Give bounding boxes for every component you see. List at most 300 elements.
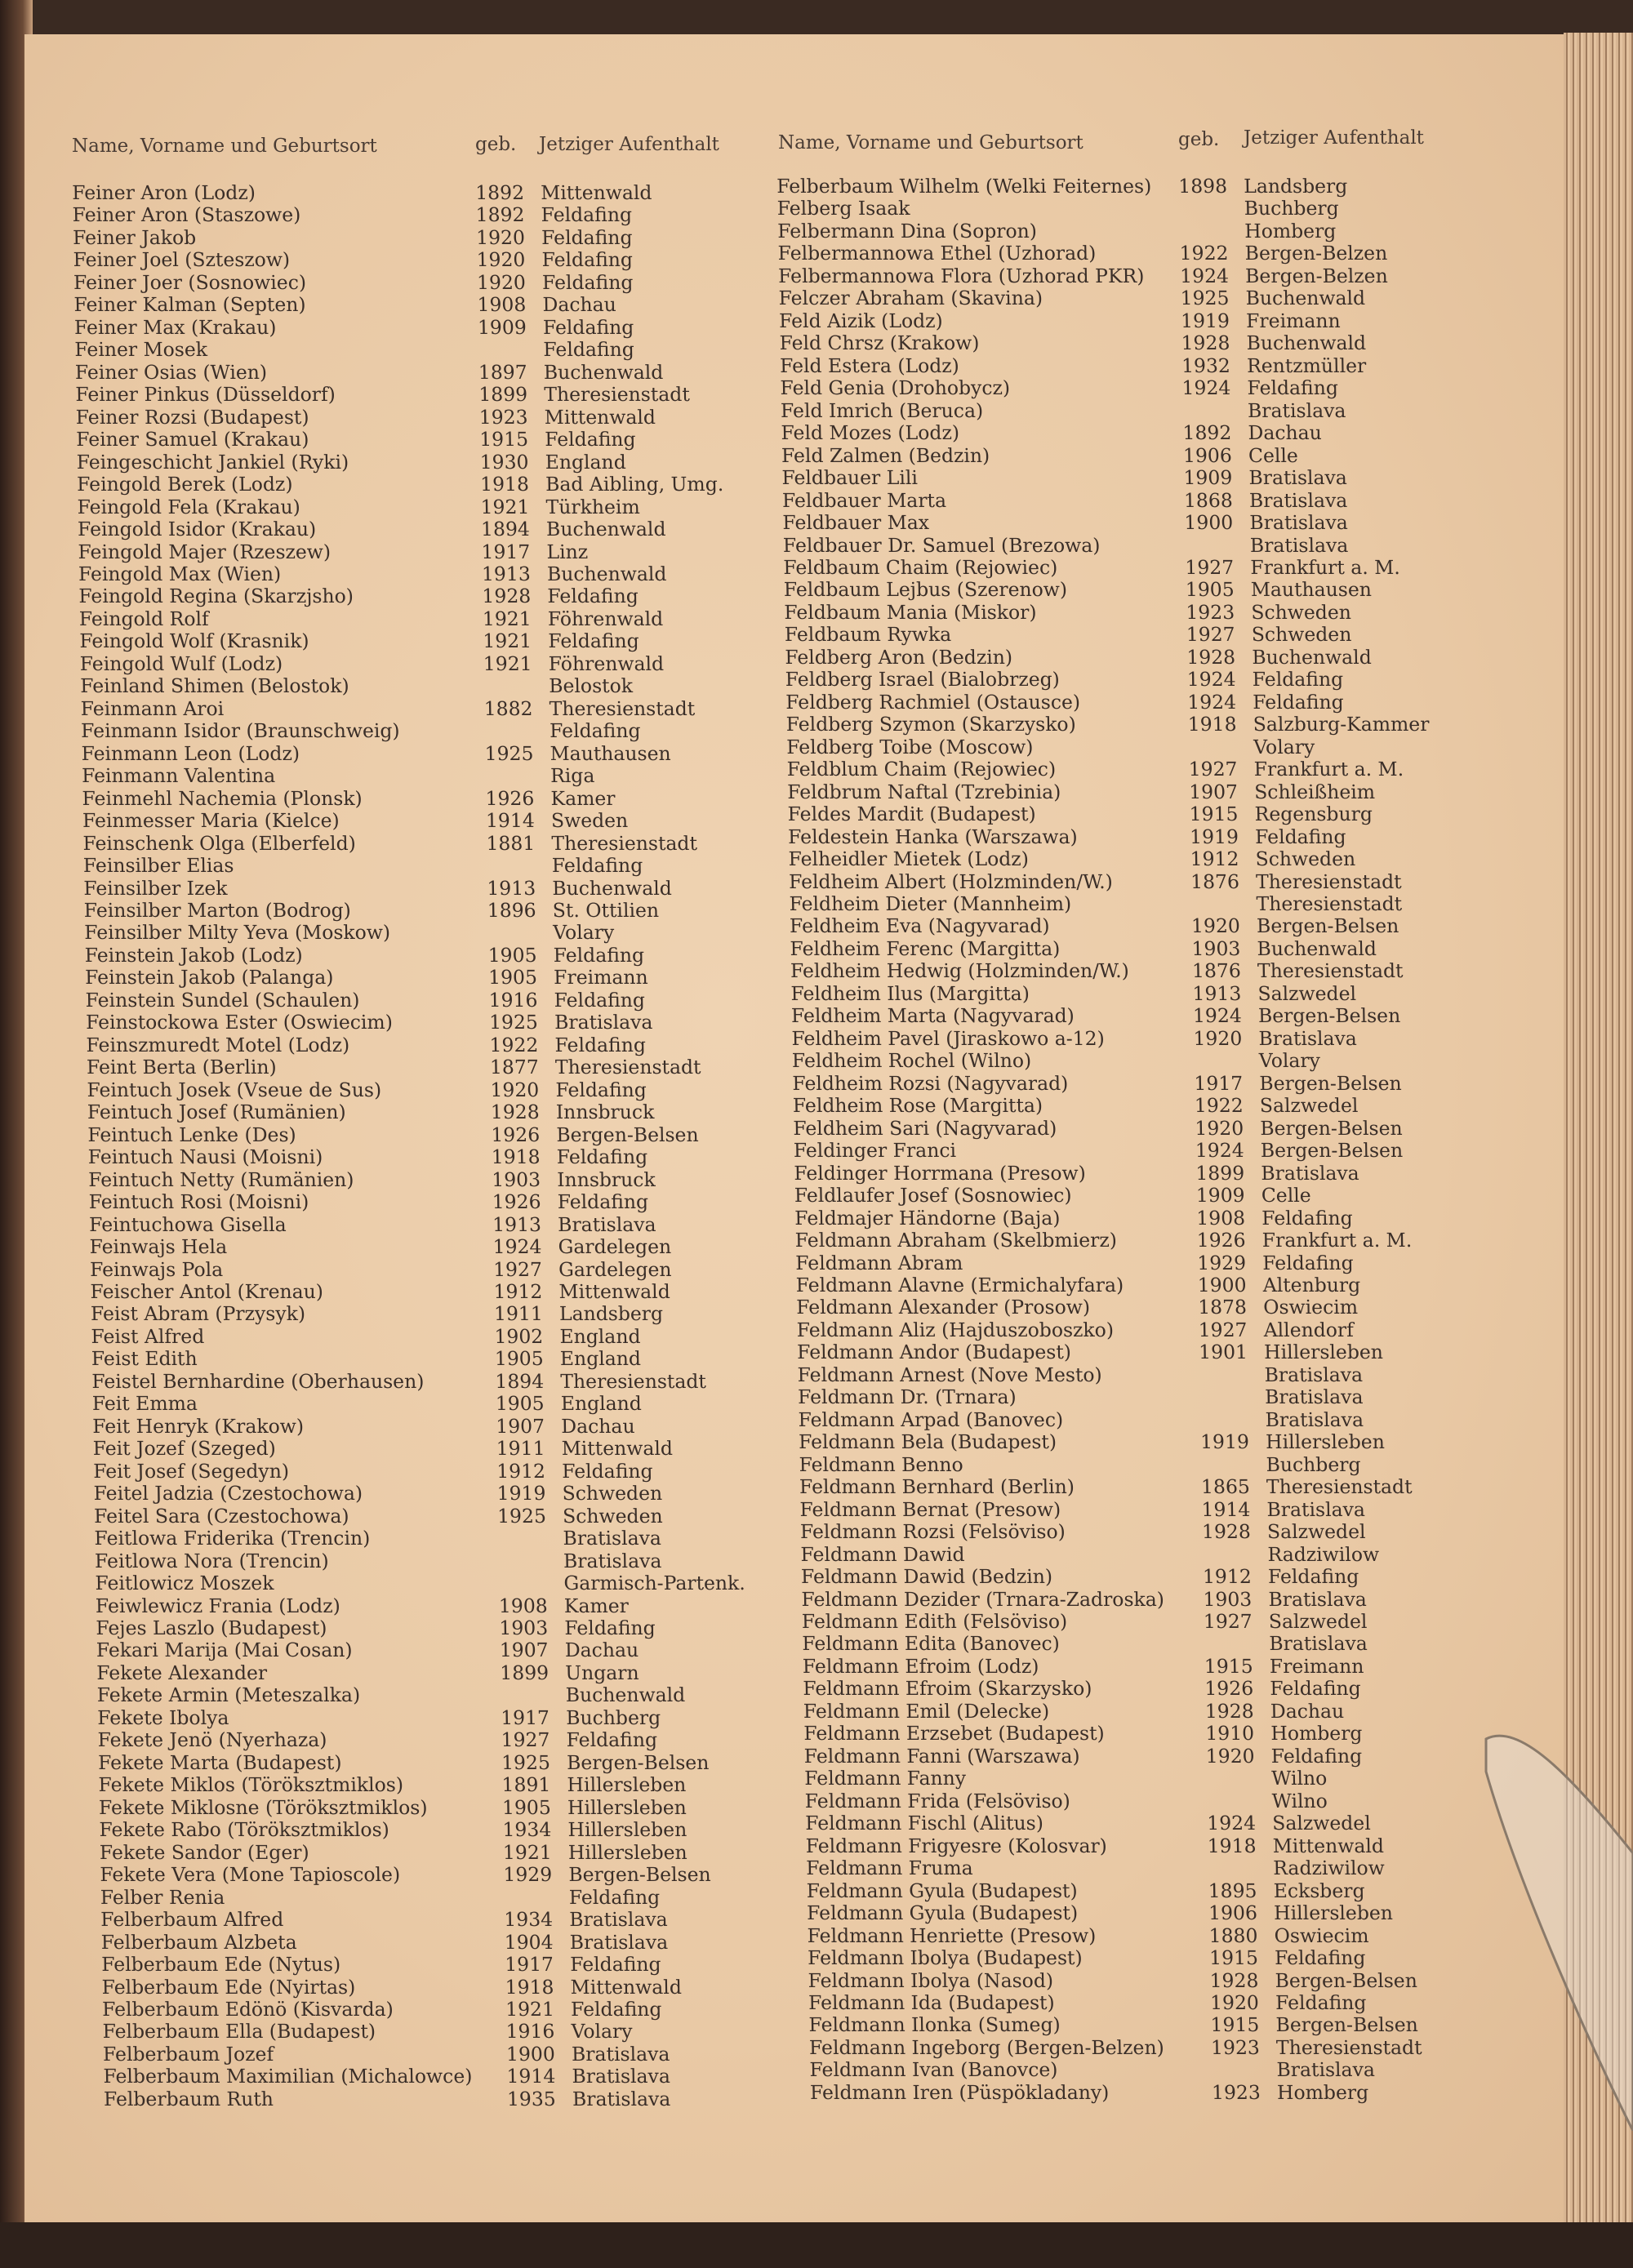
table-row [85,967,823,989]
entry-year: 1897 [478,360,527,384]
left-header-residence: Jetziger Aufenthalt [539,134,719,155]
entry-name: Feldheim Rose (Margitta) [792,1094,1043,1118]
table-row [776,198,1537,220]
table-row [86,1034,824,1056]
entry-place: Theresienstadt [1266,1475,1413,1499]
entry-name: Felbermannowa Flora (Uzhorad PKR) [777,264,1145,287]
entry-place: Buchenwald [545,518,666,541]
table-row [72,182,810,204]
entry-year: 1907 [496,1414,545,1438]
entry-year: 1902 [494,1324,544,1348]
entry-name: Feiner Osias (Wien) [74,360,268,384]
table-row [94,1505,832,1528]
entry-name: Feingold Isidor (Krakau) [77,518,317,541]
entry-place: Innsbruck [555,1101,655,1124]
entry-name: Feinland Shimen (Belostok) [80,674,349,698]
entry-name: Feldmann Andor (Budapest) [796,1341,1072,1364]
entry-name: Feldmann Erzsebet (Budapest) [803,1722,1105,1745]
entry-place: Feldafing [1252,668,1344,692]
table-row [804,1745,1565,1768]
entry-year [1206,1768,1271,1790]
entry-year: 1923 [1210,2035,1261,2059]
table-row [800,1521,1561,1543]
entry-year: 1927 [1198,1318,1248,1341]
entry-year: 1927 [1186,623,1235,647]
entry-name: Feischer Antol (Krenau) [90,1279,324,1303]
entry-name: Feingold Wulf (Lodz) [79,651,283,675]
entry-year [1194,1050,1259,1072]
entry-name: Feldmann Bernat (Presow) [799,1497,1061,1521]
entry-year: 1920 [1193,1026,1243,1050]
table-row [790,938,1551,960]
entry-name: Feldberg Rachmiel (Ostausce) [785,690,1081,714]
entry-name: Feiner Joel (Szteszow) [73,248,291,272]
entry-year: 1913 [481,562,532,585]
entry-place: Feldafing [555,1078,647,1101]
entry-year [1204,1633,1269,1655]
entry-place: Feldafing [548,629,639,653]
entry-place: Gardelegen [558,1257,672,1281]
entry-name: Feldbauer Marta [781,488,947,512]
entry-name: Feinmehl Nachemia (Plonsk) [82,786,363,810]
entry-place: Bratislava [1265,1407,1364,1431]
table-row [88,1169,826,1191]
entry-place: Dachau [564,1639,639,1662]
entry-year: 1908 [477,293,527,317]
entry-year [1185,535,1250,557]
entry-place: England [559,1324,641,1348]
entry-name: Fekete Rabo (Töröksztmiklos) [99,1818,390,1842]
table-row [779,332,1540,354]
entry-place: Bergen-Belsen [1260,1139,1404,1163]
entry-year: 1918 [1187,713,1237,736]
entry-place: Föhrenwald [547,607,664,630]
entry-name: Feitlowa Friderika (Trencin) [94,1527,371,1550]
entry-year [504,1887,569,1909]
table-row [787,803,1548,825]
entry-name: Feld Imrich (Beruca) [780,398,984,422]
table-row [81,743,819,765]
table-row [779,310,1540,332]
entry-name: Feldmann Dawid (Bedzin) [800,1565,1053,1589]
entry-place: Rentzmüller [1246,354,1367,377]
entry-name: Feldmann Edita (Banovec) [802,1632,1061,1656]
entry-name: Feldmann Ida (Budapest) [808,1990,1055,2014]
table-row [94,1528,832,1550]
table-row [95,1572,833,1594]
entry-year: 1899 [478,383,528,407]
entry-place: Theresienstadt [549,696,696,720]
entry-name: Feldmann Rozsi (Felsöviso) [799,1520,1066,1544]
table-row [808,2014,1569,2036]
entry-year: 1906 [1182,443,1233,467]
entry-name: Feldlaufer Josef (Sosnowiec) [794,1184,1072,1207]
entry-year: 1878 [1197,1296,1248,1319]
entry-year [1179,220,1244,242]
table-row [803,1656,1564,1678]
table-row [75,362,813,384]
table-row [96,1639,834,1661]
table-row [91,1371,830,1393]
table-row [790,960,1551,982]
table-row [74,317,812,339]
entry-name: Feldmann Abram [794,1251,963,1274]
table-row [785,624,1546,646]
entry-year [485,765,550,787]
entry-name: Feldmann Dezider (Trnara-Zadroska) [801,1587,1165,1611]
table-row [778,287,1539,309]
entry-year: 1920 [1205,1744,1255,1768]
entry-name: Felbermann Dina (Sopron) [776,219,1038,242]
entry-place: Homberg [1270,1722,1363,1745]
entry-name: Feld Chrsz (Krakow) [779,331,980,355]
entry-name: Feit Jozef (Szeged) [92,1437,277,1461]
entry-year: 1929 [1196,1251,1247,1274]
table-row [781,467,1542,489]
entry-year [487,855,552,877]
entry-place: Bratislava [572,2087,671,2110]
entry-place: Hillersleben [567,1818,687,1842]
table-row [73,294,812,316]
entry-name: Feinmann Isidor (Braunschweig) [80,719,400,743]
entry-place: Freimann [1269,1654,1364,1678]
entry-year: 1922 [1194,1094,1244,1118]
entry-place: Oswiecim [1274,1923,1369,1947]
entry-name: Feldmann Fruma [805,1857,973,1880]
table-row [82,765,820,787]
entry-year: 1892 [1182,421,1232,445]
entry-place: Hillersleben [1263,1341,1384,1364]
table-row [78,518,816,540]
entry-name: Feldheim Ferenc (Margitta) [790,936,1061,960]
entry-year: 1894 [495,1369,545,1393]
entry-place: Theresienstadt [1275,2035,1422,2059]
table-row [77,496,815,518]
table-row [803,1723,1564,1745]
entry-year: 1925 [496,1504,547,1528]
entry-name: Feldbrum Naftal (Tzrebinia) [786,780,1061,803]
table-row [75,384,813,406]
entry-year [497,1528,563,1550]
entry-place: Bratislava [1264,1363,1364,1386]
entry-name: Feingold Fela (Krakau) [77,495,301,518]
entry-name: Feldheim Pavel (Jiraskowo a-12) [791,1026,1105,1050]
entry-name: Feldmann Efroim (Skarzysko) [803,1677,1092,1701]
entry-place: Celle [1248,443,1299,467]
entry-place: Bratislava [1276,2058,1376,2082]
entry-name: Feldmann Emil (Delecke) [803,1699,1050,1723]
right-header-residence: Jetziger Aufenthalt [1244,127,1424,149]
entry-name: Feldheim Sari (Nagyvarad) [793,1116,1057,1140]
entry-name: Feingold Majer (Rzeszew) [78,540,331,563]
entry-name: Fekete Alexander [96,1661,268,1684]
entry-year: 1920 [1195,1116,1244,1140]
table-row [73,249,811,271]
entry-year: 1934 [502,1818,552,1842]
table-row [809,2059,1570,2081]
entry-year: 1928 [1204,1699,1254,1723]
table-row [781,422,1542,444]
table-row [73,227,811,249]
entry-year: 1918 [479,473,530,496]
table-row [100,1842,838,1864]
entry-name: Feingold Regina (Skarzjsho) [78,585,354,608]
entry-year: 1925 [484,741,534,765]
entry-name: Feldheim Rozsi (Nagyvarad) [792,1071,1069,1095]
entry-place: Feldafing [544,428,636,451]
entry-place: Kamer [563,1594,630,1617]
table-row [785,647,1546,669]
entry-place: Radziwilow [1267,1542,1380,1566]
entry-name: Feintuch Josek (Vseue de Sus) [87,1078,382,1101]
entry-name: Felberbaum Ede (Nytus) [100,1953,341,1977]
entry-year: 1926 [485,786,535,810]
entry-year: 1906 [1208,1901,1258,1925]
table-row [788,826,1549,848]
entry-place: Bratislava [563,1527,662,1550]
entry-name: Feinstein Sundel (Schaulen) [85,988,360,1012]
entry-year: 1912 [1190,847,1239,871]
entry-place: Salzwedel [1259,1094,1359,1118]
table-row [780,377,1541,399]
table-row [782,512,1543,534]
entry-year [1207,1790,1272,1812]
entry-place: Feldafing [541,270,634,294]
entry-place: Bergen-Belzen [1244,242,1388,265]
table-row [783,557,1544,579]
table-row [79,630,817,652]
entry-year: 1927 [501,1728,550,1752]
entry-place: Schleißheim [1253,780,1376,803]
entry-place: Mittenwald [540,181,652,204]
entry-name: Fekete Miklos (Töröksztmiklos) [98,1773,404,1797]
entry-year: 1923 [478,405,528,429]
entry-place: Riga [550,764,595,788]
entry-name: Feintuch Nausi (Moisni) [87,1145,323,1169]
table-row [97,1707,835,1729]
entry-place: Buchenwald [1245,287,1366,310]
entry-year: 1911 [493,1302,544,1326]
table-row [84,900,822,922]
entry-year: 1918 [1207,1834,1257,1857]
entry-year [1190,893,1256,915]
table-row [96,1595,834,1617]
entry-year: 1919 [1180,309,1230,332]
entry-year: 1905 [1185,578,1235,602]
entry-place: Mittenwald [561,1437,674,1461]
entry-place: Feldafing [570,1997,662,2021]
entry-name: Feitlowicz Moszek [95,1572,274,1595]
entry-place: Theresienstadt [554,1056,701,1079]
table-row [807,1902,1568,1924]
entry-name: Feintuch Josef (Rumänien) [87,1101,346,1124]
entry-place: Feldafing [541,203,633,227]
entry-year: 1920 [476,248,526,272]
entry-year: 1925 [488,1011,539,1034]
entry-name: Feldmann Fischl (Alitus) [804,1812,1044,1835]
entry-name: Feingold Wolf (Krasnik) [79,629,309,653]
entry-name: Feinsilber Izek [83,876,228,900]
table-row [83,855,821,877]
table-row [799,1454,1560,1476]
entry-place: Bad Aibling, Umg. [545,473,724,496]
entry-name: Felberbaum Alfred [100,1908,284,1932]
entry-name: Feitel Sara (Czestochowa) [93,1504,349,1528]
table-row [84,945,822,967]
entry-name: Feitel Jadzia (Czestochowa) [93,1482,363,1505]
entry-name: Feldmann Henriette (Presow) [807,1923,1097,1947]
entry-name: Feldbaum Mania (Miskor) [784,600,1037,624]
entry-place: Feldafing [556,1145,648,1169]
entry-place: Kamer [550,786,616,810]
entry-year: 1882 [483,696,533,720]
entry-year: 1904 [504,1930,554,1954]
page-clip-object [1470,1723,1633,2131]
entry-place: Mittenwald [1272,1834,1385,1857]
entry-place: Theresienstadt [551,831,698,855]
entry-name: Feinsilber Milty Yeva (Moskow) [84,921,391,945]
entry-name: Feldmann Abraham (Skelbmierz) [794,1229,1118,1252]
entry-name: Feldmann Bela (Budapest) [798,1430,1057,1454]
entry-year: 1935 [506,2087,556,2110]
entry-place: Feldafing [541,225,633,249]
entry-place: Feldafing [1274,1946,1366,1970]
table-row [794,1140,1555,1162]
entry-place: Bratislava [1249,511,1349,535]
table-row [789,893,1550,915]
table-row [781,400,1542,422]
table-row [76,451,814,474]
entry-place: Dachau [561,1414,635,1438]
entry-year: 1922 [489,1033,539,1056]
entry-place: Bratislava [1266,1497,1366,1521]
entry-place: Hillersleben [567,1840,687,1864]
entry-year: 1921 [482,607,532,630]
entry-name: Feinsilber Elias [82,854,234,878]
table-row [95,1550,833,1572]
entry-place: Feldafing [554,1033,647,1056]
entry-year: 1928 [1201,1520,1252,1544]
entry-place: Dachau [1270,1699,1345,1723]
table-row [808,1970,1568,1992]
entry-place: Salzwedel [1257,981,1357,1005]
entry-year: 1924 [1206,1812,1257,1835]
entry-name: Fekete Armin (Meteszalka) [96,1683,361,1707]
entry-place: Feldafing [564,1617,656,1639]
entry-name: Feist Abram (Przysyk) [90,1302,306,1326]
entry-name: Feingold Berek (Lodz) [76,473,293,496]
entry-name: Felczer Abraham (Skavina) [778,287,1043,310]
entry-year: 1876 [1190,869,1240,893]
entry-place: Buchenwald [565,1683,686,1707]
entry-name: Feldmann Efroim (Lodz) [802,1654,1039,1678]
entry-year: 1922 [1179,242,1229,265]
entry-place: Schweden [1255,847,1356,871]
entry-place: Schweden [1251,623,1352,647]
entry-name: Feinstockowa Ester (Oswiecim) [85,1011,394,1034]
left-column [72,182,842,2110]
entry-year: 1921 [480,495,530,518]
entry-year: 1924 [1192,1004,1243,1028]
entry-place: Sweden [550,809,629,833]
entry-place: St. Ottilien [552,899,660,922]
entry-place: Freimann [553,966,648,989]
entry-place: Feldafing [554,988,646,1012]
table-row [88,1191,826,1213]
entry-place: Homberg [1276,2080,1369,2104]
entry-place: Volary [571,2020,633,2043]
table-row [91,1348,830,1370]
entry-place: Linz [546,540,589,563]
table-row [103,2043,841,2066]
entry-place: Bergen-Belsen [568,1863,711,1887]
entry-name: Feldestein Hanka (Warszawa) [787,825,1078,848]
table-row [791,1005,1552,1027]
table-row [785,669,1546,691]
entry-name: Feldmann Benno [799,1452,963,1476]
table-row [794,1207,1555,1230]
entry-place: Buchberg [1266,1452,1361,1476]
entry-place: Feldafing [561,1459,653,1483]
entry-year: 1903 [1191,936,1241,960]
entry-name: Feld Mozes (Lodz) [781,421,960,445]
entry-name: Feldberg Szymon (Skarzysko) [785,713,1076,736]
entry-year: 1921 [505,1997,555,2021]
entry-place: England [559,1347,642,1371]
entry-place: Belostok [549,674,634,698]
entry-name: Fekete Vera (Mone Tapioscole) [100,1863,401,1887]
table-row [799,1431,1560,1453]
entry-name: Feinwajs Hela [89,1235,228,1259]
entry-year [501,1684,566,1706]
table-row [84,922,822,944]
table-row [96,1662,834,1684]
table-row [98,1774,836,1796]
entry-year: 1908 [498,1594,548,1617]
entry-year: 1881 [486,831,536,855]
entry-place: Bergen-Belsen [1275,2013,1419,2037]
entry-name: Feld Aizik (Lodz) [778,309,943,332]
entry-year [1182,400,1248,422]
entry-year: 1917 [504,1953,554,1977]
entry-place: Landsberg [1243,175,1348,198]
table-row [88,1146,826,1168]
table-row [786,714,1547,736]
entry-place: Bergen-Belsen [556,1123,699,1146]
entry-year: 1895 [1208,1879,1257,1902]
table-row [80,698,818,720]
entry-place: Volary [1253,735,1315,758]
entry-year: 1900 [505,2042,556,2066]
table-row [793,1095,1554,1117]
entry-place: Dachau [1248,421,1323,445]
table-row [790,983,1551,1005]
entry-year: 1901 [1198,1341,1248,1364]
entry-year: 1913 [1192,981,1242,1005]
entry-year: 1924 [1187,690,1237,714]
entry-year [484,720,550,742]
table-row [808,1947,1568,1969]
entry-place: Buchenwald [1257,936,1377,960]
entry-name: Feldheim Ilus (Margitta) [790,981,1030,1005]
entry-place: Ungarn [565,1661,639,1684]
entry-year [1199,1386,1265,1408]
entry-place: Buchenwald [1246,331,1367,355]
entry-name: Felberbaum Ruth [103,2087,274,2110]
entry-place: Bratislava [569,1930,669,1954]
table-row [97,1684,835,1706]
entry-place: Feldafing [568,1885,661,1909]
